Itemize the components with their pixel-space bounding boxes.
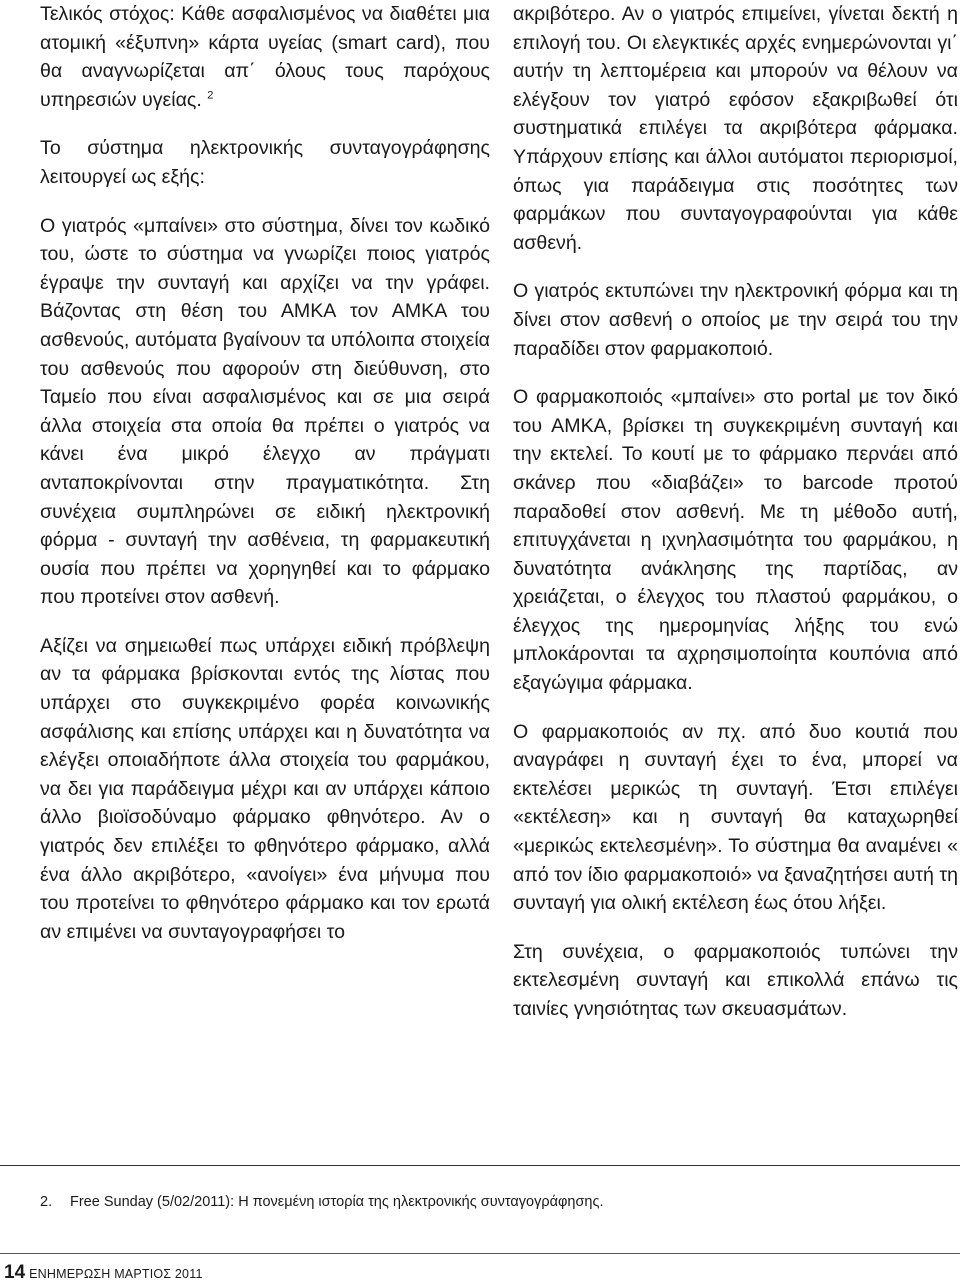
paragraph: Ο φαρμακοποιός «μπαίνει» στο portal με τον δικό του ΑΜΚΑ, βρίσκει τη συγκεκριμένη συνταγή και την εκτελεί. Το κουτί με το φάρμακο περνάει από σκάνερ που «διαβάζει» το barcode προτού παραδοθεί στον ασθενή. Με τη μέθοδο αυτή, επιτυγχάνεται η ιχνηλασιμότητα του φαρμάκου, η δυνατότητα ανάκλησης της παρτίδας, αν χρειάζεται, ο έλεγχος του πλαστού φαρμάκου, ο έλεγχος της ημερομηνίας λήξης του ενώ μπλοκάρονται τα αχρησιμοποίητα κουπόνια από εξαγώγιμα φάρμακα. [513, 386, 958, 695]
left-column [40, 0, 490, 966]
paragraph: Ο γιατρός εκτυπώνει την ηλεκτρονική φόρμα και τη δίνει στον ασθενή ο οποίος με την σειρά του την παραδίδει στον φαρμακοποιό. [513, 280, 958, 360]
footnote-text: Free Sunday (5/02/2011): Η πονεμένη ιστορία της ηλεκτρονικής συνταγογράφησης. [70, 1194, 604, 1210]
paragraph-text: Τελικός στόχος: Κάθε ασφαλισμένος να διαθέτει μια ατομική «έξυπνη» κάρτα υγείας (smart card), που θα αναγνωρίζεται απ΄ όλους τους παρόχους υπηρεσιών υγείας. [40, 3, 490, 111]
footnote [40, 1192, 940, 1212]
footnote-divider [0, 1165, 960, 1166]
page-number: 14 [4, 1262, 26, 1283]
right-column [513, 0, 958, 1044]
publication-title: ΕΝΗΜΕΡΩΣΗ ΜΑΡΤΙΟΣ 2011 [29, 1267, 203, 1281]
paragraph: Το σύστημα ηλεκτρονικής συνταγογράφησης λειτουργεί ως εξής: [40, 137, 490, 188]
paragraph [40, 0, 490, 114]
footnote-number: 2. [40, 1194, 53, 1210]
footer-divider [0, 1253, 960, 1254]
paragraph: ακριβότερο. Αν ο γιατρός επιμείνει, γίνεται δεκτή η επιλογή του. Οι ελεγκτικές αρχές ενημερώνονται γι΄ αυτήν τη λεπτομέρεια και μπορούν να θέλουν να ελέγξουν τον γιατρό εφόσον εξακριβωθεί ότι συστηματικά επιλέγει τα ακριβότερα φάρμακα. Υπάρχουν επίσης και άλλοι αυτόματοι περιορισμοί, όπως για παράδειγμα στις ποσότητες των φαρμάκων που συνταγογραφούνται για κάθε ασθενή. [513, 3, 958, 254]
paragraph: Ο φαρμακοποιός αν πχ. από δυο κουτιά που αναγράφει η συνταγή έχει το ένα, μπορεί να εκτελέσει μερικώς τη συνταγή. Έτσι επιλέγει «εκτέλεση» και η συνταγή θα καταχωρηθεί «μερικώς εκτελεσμένη». Το σύστημα θα αναμένει « από τον ίδιο φαρμακοποιό» να ξαναζητήσει αυτή τη συνταγή για ολική εκτέλεση έως ότου λήξει. [513, 720, 958, 915]
paragraph: Στη συνέχεια, ο φαρμακοποιός τυπώνει την εκτελεσμένη συνταγή και επικολλά επάνω τις ταινίες γνησιότητας των σκευασμάτων. [513, 940, 958, 1020]
paragraph: Ο γιατρός «μπαίνει» στο σύστημα, δίνει τον κωδικό του, ώστε το σύστημα να γνωρίζει ποιος γιατρός έγραψε την συνταγή και αρχίζει να την γράφει. Βάζοντας στη θέση του ΑΜΚΑ τον ΑΜΚΑ του ασθενούς, αυτόματα βγαίνουν τα υπόλοιπα στοιχεία του ασθενούς που αφορούν στη διεύθυνση, στο Ταμείο που είναι ασφαλισμένος και σε μια σειρά άλλα στοιχεία στα οποία θα πρέπει ο γιατρός να κάνει ένα μικρό έλεγχο αν πράγματι ανταποκρίνονται στην πραγματικότητα. Στη συνέχεια συμπληρώνει σε ειδική ηλεκτρονική φόρμα - συνταγή την ασθένεια, τη φαρμακευτική ουσία που πρέπει να χορηγηθεί και το φάρμακο που προτείνει στον ασθενή. [40, 214, 490, 609]
paragraph: Αξίζει να σημειωθεί πως υπάρχει ειδική πρόβλεψη αν τα φάρμακα βρίσκονται εντός της λίστας που υπάρχει στο συγκεκριμένο φορέα κοινωνικής ασφάλισης και επίσης υπάρχει και η δυνατότητα να ελέγξει οποιαδήποτε άλλα στοιχεία του φαρμάκου, να δει για παράδειγμα μέχρι και αν υπάρχει κάποιο άλλο βιοϊσοδύναμο φάρμακο φθηνότερο. Αν ο γιατρός δεν επιλέξει το φθηνότερο φάρμακο, αλλά ένα άλλο ακριβότερο, «ανοίγει» ένα μήνυμα που του προτείνει το φθηνότερο φάρμακο και τον ερωτά αν επιμένει να συνταγογραφήσει το [40, 634, 490, 943]
page-footer [4, 1263, 203, 1284]
footnote-reference[interactable]: 2 [207, 89, 214, 102]
